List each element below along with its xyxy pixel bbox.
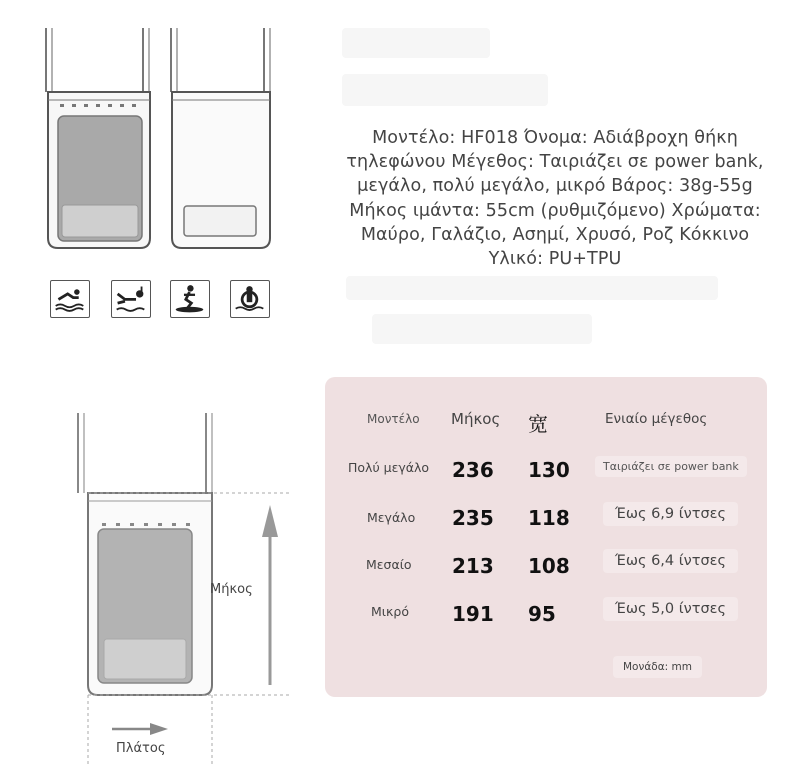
- row-length: 213: [452, 554, 494, 578]
- unit-note: Μονάδα: mm: [613, 656, 702, 678]
- row-length: 191: [452, 602, 494, 626]
- length-label: Μήκος: [210, 582, 253, 597]
- background-haze: [346, 276, 718, 300]
- float-ring-icon: [230, 280, 270, 318]
- size-table-panel: [325, 377, 767, 697]
- background-haze: [372, 314, 592, 344]
- background-haze: [342, 74, 548, 106]
- row-fit: Έως 6,9 ίντσες: [603, 502, 738, 526]
- row-width: 95: [528, 602, 556, 626]
- header-model: Μοντέλο: [367, 412, 420, 426]
- row-width: 118: [528, 506, 570, 530]
- row-width: 108: [528, 554, 570, 578]
- row-name: Μεσαίο: [366, 557, 412, 572]
- row-fit: Ταιριάζει σε power bank: [595, 456, 747, 477]
- row-name: Μικρό: [371, 604, 409, 619]
- width-label: Πλάτος: [116, 741, 166, 756]
- header-length: Μήκος: [451, 410, 501, 428]
- row-length: 236: [452, 458, 494, 482]
- row-width: 130: [528, 458, 570, 482]
- activity-icons: [48, 280, 278, 320]
- header-width: 宽: [528, 412, 548, 436]
- dimension-diagram: [40, 395, 310, 770]
- background-haze: [342, 28, 490, 58]
- swimming-icon: [50, 280, 90, 318]
- header-fit: Ενιαίο μέγεθος: [605, 411, 708, 427]
- surfing-icon: [170, 280, 210, 318]
- snorkeling-icon: [111, 280, 151, 318]
- product-spec-text: Μοντέλο: HF018 Όνομα: Αδιάβροχη θήκη τηλεφώνου Μέγεθος: Ταιριάζει σε power bank, μεγάλο, πολύ μεγάλο, μικρό Βάρος: 38g-55g Μήκος ιμάντα: 55cm (ρυθμιζόμενο) Χρώματα: Μαύρο, Γαλάζιο, Ασημί, Χρυσό, Ροζ Κόκκινο Υλικό: PU+TPU: [346, 128, 764, 270]
- row-fit: Έως 6,4 ίντσες: [603, 549, 738, 573]
- row-name: Πολύ μεγάλο: [348, 460, 430, 475]
- row-length: 235: [452, 506, 494, 530]
- row-fit: Έως 5,0 ίντσες: [603, 597, 738, 621]
- row-name: Μεγάλο: [367, 510, 416, 525]
